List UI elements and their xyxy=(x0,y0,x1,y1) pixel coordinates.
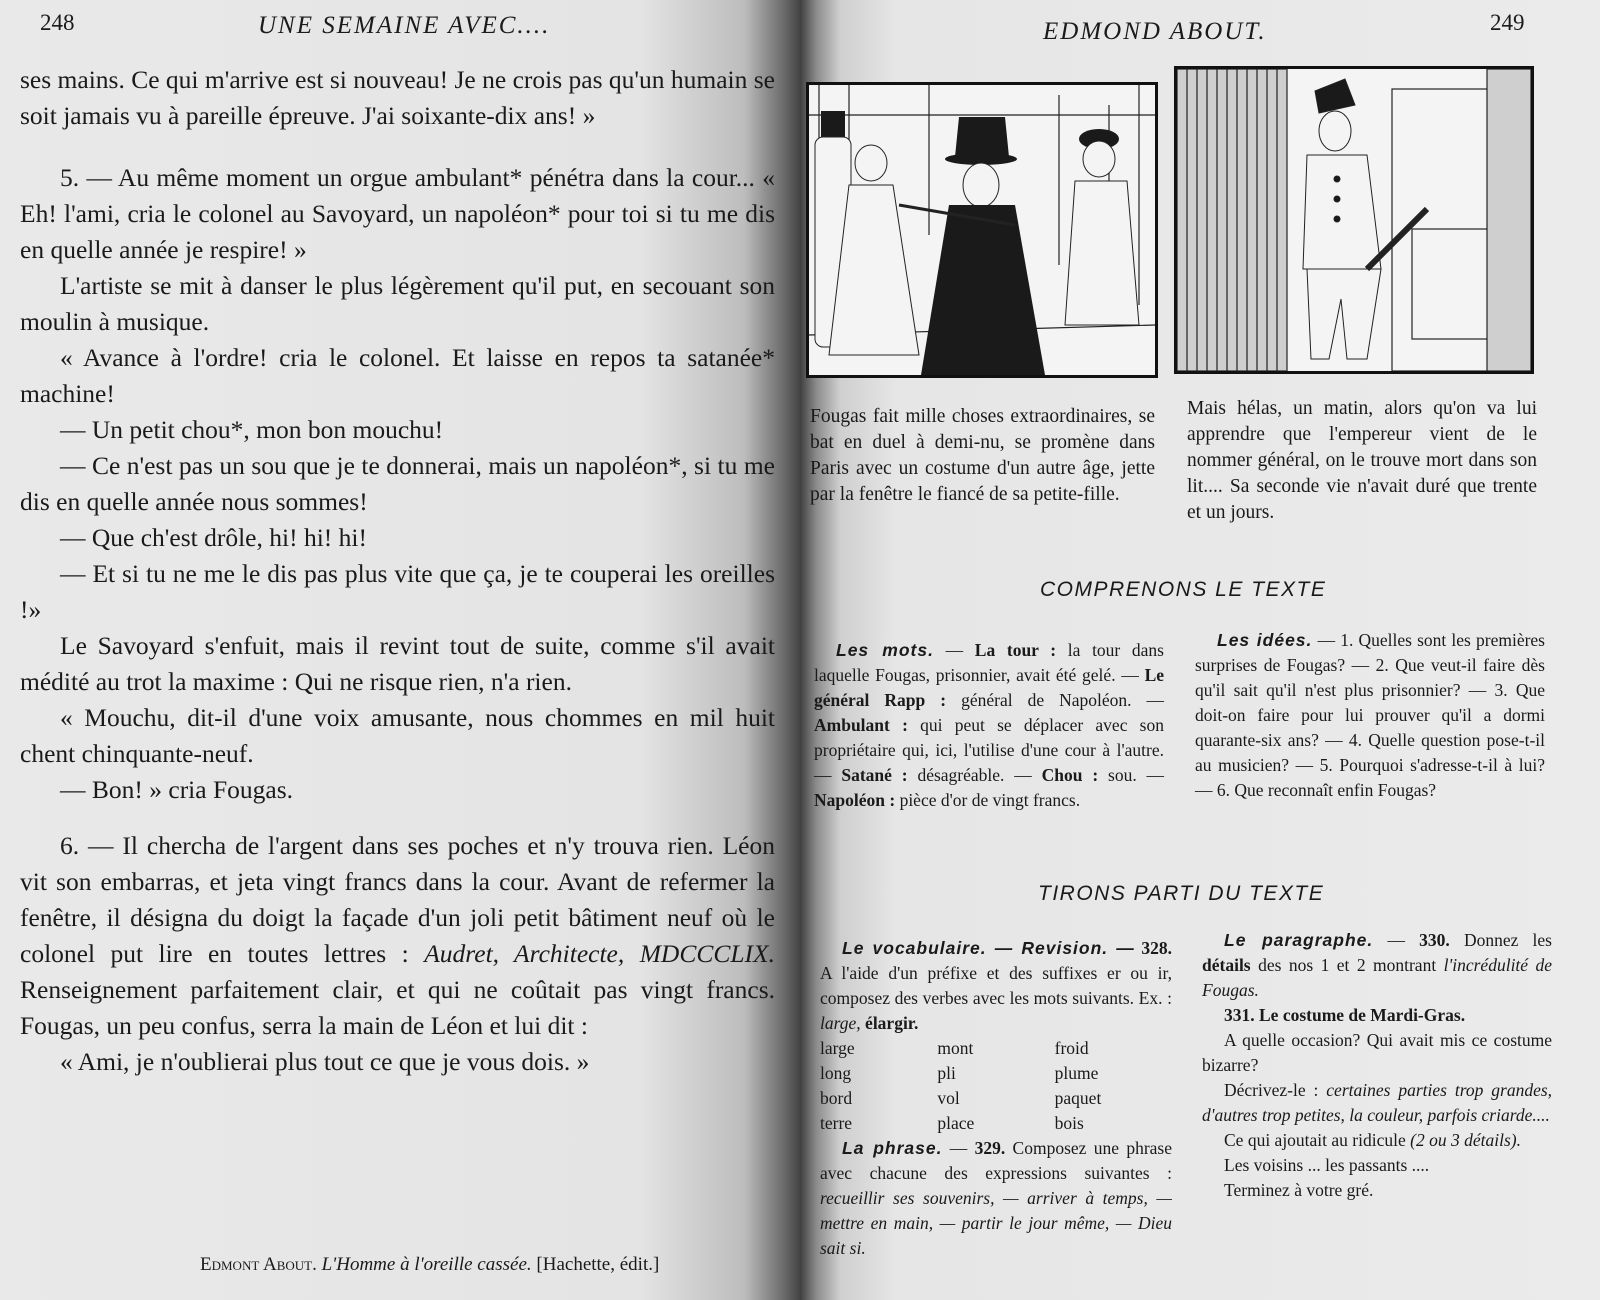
caption-illustration-2: Mais hélas, un matin, alors qu'on va lui apprendre que l'empereur vient de le nommer général, on le trouve mort dans son lit.... Sa seconde vie n'avait duré que trente et un jours. xyxy=(1187,398,1537,523)
illustration-fougas-general xyxy=(1174,66,1534,374)
caption-illustration-1: Fougas fait mille choses extraordinaires, se bat en duel à demi-nu, se promène dans Paris avec un costume d'un autre âge, jette par la fenêtre le fiancé de sa petite-fille. xyxy=(810,406,1155,505)
definition: pièce d'or de vingt francs. xyxy=(899,790,1081,810)
word: froid xyxy=(1054,1038,1089,1058)
word-row xyxy=(820,1061,1172,1086)
paragraph: « Mouchu, dit-il d'une voix amusante, nous chommes en mil huit chent chinquante-neuf. xyxy=(20,703,775,768)
exercise-331-q1: A quelle occasion? Qui avait mis ce costume bizarre? xyxy=(1202,1030,1552,1075)
exercise-331-q5: Terminez à votre gré. xyxy=(1224,1180,1374,1200)
questions-text: — 1. Quelles sont les premières surprises de Fougas? — 2. Que veut-il faire dès qu'il sait qu'il n'est plus prisonnier? — 3. Que doit-on faire pour lui prouver qu'il a dormi quarante-six ans? — 4. Quelle question pose-t-il au musicien? — 5. Pourquoi s'adresse-t-il à lui? — 6. Que reconnaît enfin Fougas? xyxy=(1195,630,1545,800)
exercise-text: Donnez les xyxy=(1463,930,1552,950)
exercise-italic: l'incrédulité de Fougas. xyxy=(1202,955,1553,1000)
exercise-text: A l'aide d'un préfixe et des suffixes er ou ir, composez des verbes avec les mots suivants. Ex. : xyxy=(820,963,1172,1008)
word: mont xyxy=(937,1038,974,1058)
paragraph: — Que ch'est drôle, hi! hi! hi! xyxy=(60,523,367,552)
source-publisher: [Hachette, édit.] xyxy=(536,1254,660,1275)
definition: désagréable. xyxy=(917,765,1005,785)
exercise-italic: (2 ou 3 détails). xyxy=(1410,1130,1521,1150)
vocabulary-definitions xyxy=(814,638,1164,813)
exercise-331-title: 331. Le costume de Mardi-Gras. xyxy=(1224,1005,1466,1025)
exercise-number: 328. xyxy=(1141,938,1173,958)
paragraph: « Ami, je n'oublierai plus tout ce que je vous dois. » xyxy=(60,1047,590,1076)
exercise-331-q2 xyxy=(1202,1078,1552,1128)
word: vol xyxy=(937,1088,960,1108)
word: bois xyxy=(1054,1113,1084,1133)
exercise-number: 329. xyxy=(974,1138,1006,1158)
term: Ambulant : xyxy=(814,715,908,735)
term: Napoléon : xyxy=(814,790,896,810)
page-number-right: 249 xyxy=(1490,10,1525,35)
subheading-mots: Les mots. xyxy=(836,640,934,660)
paragraph: L'artiste se mit à danser le plus légèrement qu'il put, en secouant son moulin à musique. xyxy=(20,271,775,336)
word: place xyxy=(937,1113,975,1133)
paragraph-text: — Au même moment un orgue ambulant* pénétra dans la cour... « Eh! l'ami, cria le colonel au Savoyard, un napoléon* pour toi si tu me dis en quelle année je respire! » xyxy=(20,163,775,264)
definition: sou. xyxy=(1108,765,1137,785)
term: La tour : xyxy=(974,640,1057,660)
paragraph-number: 5. xyxy=(60,163,80,192)
exercise-text: Décrivez-le : xyxy=(1224,1080,1319,1100)
subheading-vocabulaire: Le vocabulaire. — Revision. — xyxy=(842,938,1135,958)
right-page xyxy=(800,0,1600,1300)
source-author: Edmont About. xyxy=(200,1254,317,1275)
paragraph: — Un petit chou*, mon bon mouchu! xyxy=(60,415,444,444)
questions-paragraph xyxy=(1195,628,1545,803)
paragraph: Le Savoyard s'enfuit, mais il revint tout de suite, comme s'il avait médité au trot la maxime : Qui ne risque rien, n'a rien. xyxy=(20,631,775,696)
exercise-330: Le paragraphe. — 330. Donnez les détails des nos 1 et 2 montrant l'incrédulité de Fougas. xyxy=(1202,930,1553,1000)
exercise-328 xyxy=(820,936,1172,1036)
word: long xyxy=(820,1063,852,1083)
paragraph-5 xyxy=(20,160,775,268)
example-word: large, xyxy=(820,1013,861,1033)
exercise-emphasis: détails xyxy=(1202,955,1251,975)
comprehension-questions xyxy=(1195,628,1545,803)
exercise-text: Composez une phrase avec chacune des expressions suivantes : xyxy=(820,1138,1172,1183)
definitions-paragraph: Les mots. — La tour : la tour dans laquelle Fougas, prisonnier, avait été gelé. — Le général Rapp : général de Napoléon. — Ambulant : qui peut se déplacer avec son propriétaire qui, ici, l'utilise d'une cour à l'autre. — Satané : désagréable. — Chou : sou. — Napoléon : pièce d'or de vingt francs. xyxy=(814,640,1165,810)
exercise-331-heading xyxy=(1202,1003,1552,1028)
paragraph-text: — Il chercha de l'argent dans ses poches et n'y trouva rien. Léon vit son embarras, et jeta vingt francs dans la cour. Avant de refermer la fenêtre, il désigna du doigt la façade d'un joli petit bâtiment neuf où le colonel put lire en toutes lettres : xyxy=(20,831,775,968)
general-scene-drawing xyxy=(1177,69,1531,371)
exercise-331-q4: Les voisins ... les passants .... xyxy=(1224,1155,1430,1175)
word-row xyxy=(820,1036,1172,1061)
expressions: recueillir ses souvenirs, — arriver à temps, — mettre en main, — partir le jour même, — Dieu sait si. xyxy=(820,1188,1172,1258)
word: terre xyxy=(820,1113,853,1133)
word-row xyxy=(820,1111,1172,1136)
paragraph-6 xyxy=(20,828,775,1044)
paragraph: — Et si tu ne me le dis pas plus vite que ça, je te couperai les oreilles !» xyxy=(20,559,775,624)
exercise-331-q3 xyxy=(1202,1128,1552,1153)
example-result: élargir. xyxy=(865,1013,919,1033)
paragraph: — Bon! » cria Fougas. xyxy=(60,775,294,804)
source-title: L'Homme à l'oreille cassée. xyxy=(321,1254,532,1275)
running-head-right: EDMOND ABOUT. xyxy=(1043,18,1267,45)
street-scene-drawing xyxy=(809,85,1155,375)
word: large xyxy=(820,1038,855,1058)
definition: général de Napoléon. xyxy=(961,690,1132,710)
exercises-left-column xyxy=(820,936,1172,1261)
story-text xyxy=(20,62,775,1080)
word: paquet xyxy=(1054,1088,1102,1108)
exercise-text: des nos 1 et 2 montrant xyxy=(1258,955,1437,975)
exercise-329: La phrase. — 329. Composez une phrase avec chacune des expressions suivantes : recueillir ses souvenirs, — arriver à temps, — mettre en main, — partir le jour même, — Dieu sait si. xyxy=(820,1138,1172,1258)
term: Satané : xyxy=(841,765,908,785)
inscription-text: Audret, Architecte, MDCCCLIX. xyxy=(424,939,775,968)
paragraph: « Avance à l'ordre! cria le colonel. Et laisse en repos ta satanée* machine! xyxy=(20,343,775,408)
exercises-right-column xyxy=(1202,928,1552,1203)
running-head-left: UNE SEMAINE AVEC.... xyxy=(258,12,551,39)
subheading-idees: Les idées. xyxy=(1217,630,1313,650)
term: Chou : xyxy=(1041,765,1099,785)
page-number-left: 248 xyxy=(40,10,75,35)
definition: qui peut se déplacer avec son propriétaire qui, ici, l'utilise d'une cour à l'autre. xyxy=(814,715,1164,760)
word: plume xyxy=(1054,1063,1099,1083)
subheading-paragraphe: Le paragraphe. xyxy=(1224,930,1374,950)
subheading-phrase: La phrase. xyxy=(842,1138,943,1158)
illustration-fougas-street xyxy=(806,82,1158,378)
exercise-text: Ce qui ajoutait au ridicule xyxy=(1224,1130,1406,1150)
section-title-tirons: TIRONS PARTI DU TEXTE xyxy=(1038,882,1325,905)
section-title-comprenons: COMPRENONS LE TEXTE xyxy=(1040,578,1327,601)
exercise-italic: certaines parties trop grandes, d'autres trop petites, la couleur, parfois criarde.... xyxy=(1202,1080,1553,1125)
paragraph: — Ce n'est pas un sou que je te donnerai, mais un napoléon*, si tu me dis en quelle année nous sommes! xyxy=(20,451,775,516)
word-list xyxy=(820,1036,1172,1136)
word: bord xyxy=(820,1088,853,1108)
exercise-number: 330. xyxy=(1419,930,1450,950)
paragraph: ses mains. Ce qui m'arrive est si nouveau! Je ne crois pas qu'un humain se soit jamais vu à pareille épreuve. J'ai soixante-dix ans! » xyxy=(20,65,775,130)
paragraph-number: 6. xyxy=(60,831,80,860)
term: Le général Rapp : xyxy=(814,665,1165,710)
paragraph-text: Renseignement parfaitement clair, et qui ne coûtait pas vingt francs. Fougas, un peu confus, serra la main de Léon et lui dit : xyxy=(20,975,775,1040)
word: pli xyxy=(937,1063,956,1083)
word-row xyxy=(820,1086,1172,1111)
definition: la tour dans laquelle Fougas, prisonnier, avait été gelé. xyxy=(814,640,1164,685)
source-citation xyxy=(200,1254,659,1276)
